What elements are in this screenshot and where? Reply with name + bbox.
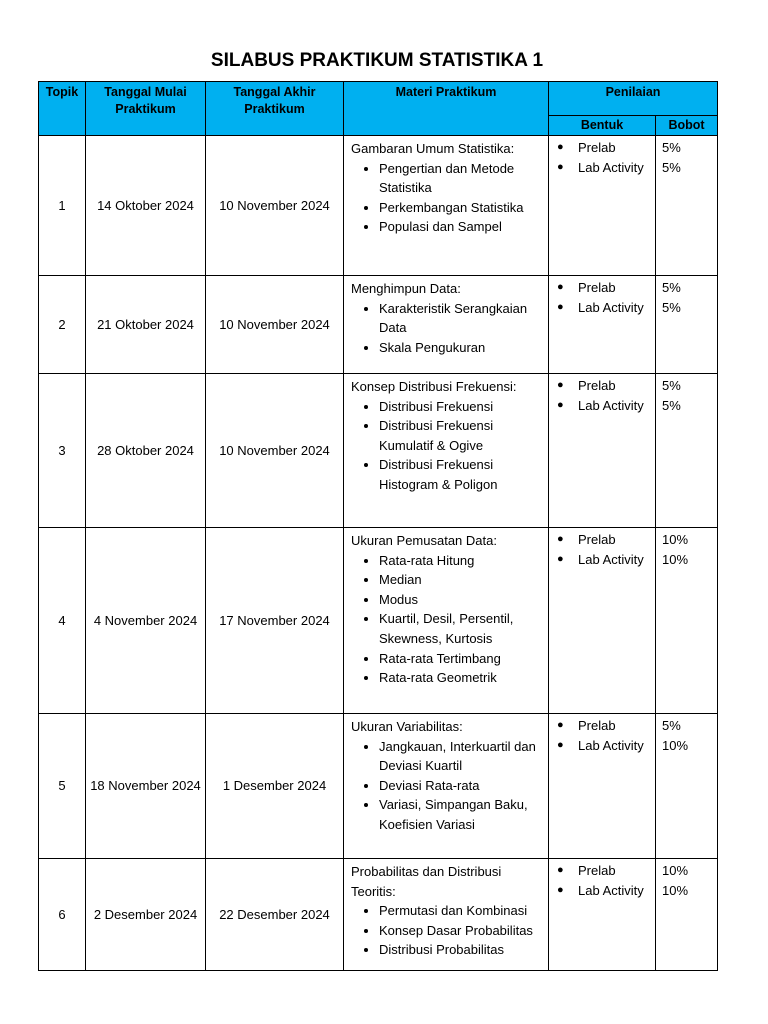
bentuk-label: Lab Activity <box>578 883 644 899</box>
materi-cell <box>344 374 549 528</box>
header-tanggal-mulai: Tanggal Mulai Praktikum <box>86 82 206 136</box>
tanggal-akhir-cell: 10 November 2024 <box>206 136 344 276</box>
bobot-cell <box>656 528 718 714</box>
header-topik: Topik <box>39 82 86 136</box>
bobot-value: 5% <box>662 280 681 295</box>
materi-list <box>351 551 544 688</box>
table-row <box>39 276 718 374</box>
materi-item: • Rata-rata Tertimbang <box>379 649 544 669</box>
materi-list <box>351 397 544 495</box>
materi-list <box>351 901 544 960</box>
bobot-cell <box>656 374 718 528</box>
materi-list <box>351 159 544 237</box>
table-row <box>39 136 718 276</box>
topik-cell: 1 <box>39 136 86 276</box>
bobot-value: 10% <box>662 532 689 547</box>
materi-cell <box>344 714 549 859</box>
tanggal-akhir-cell: 22 Desember 2024 <box>206 859 344 971</box>
bentuk-label: Prelab <box>578 718 616 734</box>
bobot-value: 5% <box>662 398 681 413</box>
topik-cell: 4 <box>39 528 86 714</box>
bentuk-label: Lab Activity <box>578 300 644 316</box>
materi-item: • Distribusi Frekuensi <box>379 397 544 417</box>
materi-cell <box>344 276 549 374</box>
bobot-cell <box>656 276 718 374</box>
topik-cell: 3 <box>39 374 86 528</box>
bentuk-item <box>557 881 653 901</box>
bentuk-item <box>557 298 653 318</box>
bentuk-label: Prelab <box>578 280 616 296</box>
tanggal-mulai-cell: 4 November 2024 <box>86 528 206 714</box>
materi-item: • Modus <box>379 590 544 610</box>
bentuk-item <box>557 396 653 416</box>
topik-cell: 5 <box>39 714 86 859</box>
bentuk-item <box>557 736 653 756</box>
table-row <box>39 374 718 528</box>
materi-item: • Variasi, Simpangan Baku, Koefisien Variasi <box>379 795 544 834</box>
materi-item: • Kuartil, Desil, Persentil, Skewness, Kurtosis <box>379 609 544 648</box>
bullet-icon: ● <box>557 281 564 294</box>
tanggal-mulai-cell: 28 Oktober 2024 <box>86 374 206 528</box>
materi-title: Ukuran Pemusatan Data: <box>351 533 497 548</box>
materi-item: • Perkembangan Statistika <box>379 198 544 218</box>
tanggal-mulai-cell: 21 Oktober 2024 <box>86 276 206 374</box>
materi-item: • Distribusi Probabilitas <box>379 940 544 960</box>
bullet-icon: ● <box>557 739 564 752</box>
table-row <box>39 859 718 971</box>
bentuk-cell <box>549 374 656 528</box>
bentuk-item <box>557 158 653 178</box>
bentuk-label: Lab Activity <box>578 552 644 568</box>
tanggal-akhir-cell: 10 November 2024 <box>206 276 344 374</box>
bentuk-label: Lab Activity <box>578 160 644 176</box>
materi-title: Gambaran Umum Statistika: <box>351 141 515 156</box>
table-row <box>39 714 718 859</box>
bentuk-label: Prelab <box>578 532 616 548</box>
bentuk-label: Lab Activity <box>578 398 644 414</box>
bobot-value: 5% <box>662 140 681 155</box>
bobot-value: 10% <box>662 863 689 878</box>
bobot-value: 5% <box>662 300 681 315</box>
tanggal-mulai-cell: 14 Oktober 2024 <box>86 136 206 276</box>
bobot-value: 10% <box>662 738 689 753</box>
syllabus-body <box>39 136 718 971</box>
materi-list <box>351 299 544 358</box>
topik-cell: 6 <box>39 859 86 971</box>
bullet-icon: ● <box>557 141 564 154</box>
bentuk-cell <box>549 859 656 971</box>
materi-list <box>351 737 544 835</box>
bentuk-label: Prelab <box>578 140 616 156</box>
bullet-icon: ● <box>557 301 564 314</box>
tanggal-akhir-cell: 1 Desember 2024 <box>206 714 344 859</box>
header-penilaian: Penilaian <box>549 82 718 116</box>
materi-item: • Karakteristik Serangkaian Data <box>379 299 544 338</box>
materi-item: • Median <box>379 570 544 590</box>
materi-item: • Deviasi Rata-rata <box>379 776 544 796</box>
materi-item: • Rata-rata Hitung <box>379 551 544 571</box>
bullet-icon: ● <box>557 379 564 392</box>
bentuk-item <box>557 376 653 396</box>
bullet-icon: ● <box>557 719 564 732</box>
bentuk-cell <box>549 714 656 859</box>
syllabus-table <box>38 81 718 971</box>
bobot-value: 10% <box>662 552 689 567</box>
tanggal-akhir-cell: 10 November 2024 <box>206 374 344 528</box>
bullet-icon: ● <box>557 884 564 897</box>
materi-title: Menghimpun Data: <box>351 281 461 296</box>
bentuk-cell <box>549 276 656 374</box>
bullet-icon: ● <box>557 399 564 412</box>
bentuk-item <box>557 278 653 298</box>
materi-item: • Rata-rata Geometrik <box>379 668 544 688</box>
bentuk-label: Prelab <box>578 863 616 879</box>
header-materi: Materi Praktikum <box>344 82 549 136</box>
bullet-icon: ● <box>557 161 564 174</box>
materi-item: • Pengertian dan Metode Statistika <box>379 159 544 198</box>
bobot-cell <box>656 136 718 276</box>
bullet-icon: ● <box>557 864 564 877</box>
topik-cell: 2 <box>39 276 86 374</box>
table-row <box>39 528 718 714</box>
bentuk-item <box>557 550 653 570</box>
header-bentuk: Bentuk <box>549 116 656 136</box>
bentuk-label: Prelab <box>578 378 616 394</box>
tanggal-mulai-cell: 18 November 2024 <box>86 714 206 859</box>
bentuk-label: Lab Activity <box>578 738 644 754</box>
bentuk-cell <box>549 528 656 714</box>
bentuk-item <box>557 716 653 736</box>
bobot-value: 5% <box>662 160 681 175</box>
bentuk-item <box>557 138 653 158</box>
materi-cell <box>344 136 549 276</box>
materi-item: • Populasi dan Sampel <box>379 217 544 237</box>
tanggal-mulai-cell: 2 Desember 2024 <box>86 859 206 971</box>
bentuk-item <box>557 861 653 881</box>
header-tanggal-akhir: Tanggal Akhir Praktikum <box>206 82 344 136</box>
bobot-value: 10% <box>662 883 689 898</box>
materi-title: Konsep Distribusi Frekuensi: <box>351 379 517 394</box>
materi-item: • Konsep Dasar Probabilitas <box>379 921 544 941</box>
materi-item: • Jangkauan, Interkuartil dan Deviasi Kuartil <box>379 737 544 776</box>
materi-title: Ukuran Variabilitas: <box>351 719 463 734</box>
bullet-icon: ● <box>557 533 564 546</box>
bobot-cell <box>656 714 718 859</box>
bentuk-cell <box>549 136 656 276</box>
tanggal-akhir-cell: 17 November 2024 <box>206 528 344 714</box>
materi-title: Probabilitas dan Distribusi Teoritis: <box>351 864 502 899</box>
materi-cell <box>344 859 549 971</box>
bobot-cell <box>656 859 718 971</box>
bobot-value: 5% <box>662 378 681 393</box>
bentuk-item <box>557 530 653 550</box>
materi-item: • Permutasi dan Kombinasi <box>379 901 544 921</box>
materi-cell <box>344 528 549 714</box>
materi-item: • Distribusi Frekuensi Histogram & Poligon <box>379 455 544 494</box>
bobot-value: 5% <box>662 718 681 733</box>
document-title: SILABUS PRAKTIKUM STATISTIKA 1 <box>210 50 544 71</box>
materi-item: • Distribusi Frekuensi Kumulatif & Ogive <box>379 416 544 455</box>
header-bobot: Bobot <box>656 116 718 136</box>
materi-item: • Skala Pengukuran <box>379 338 544 358</box>
bullet-icon: ● <box>557 553 564 566</box>
